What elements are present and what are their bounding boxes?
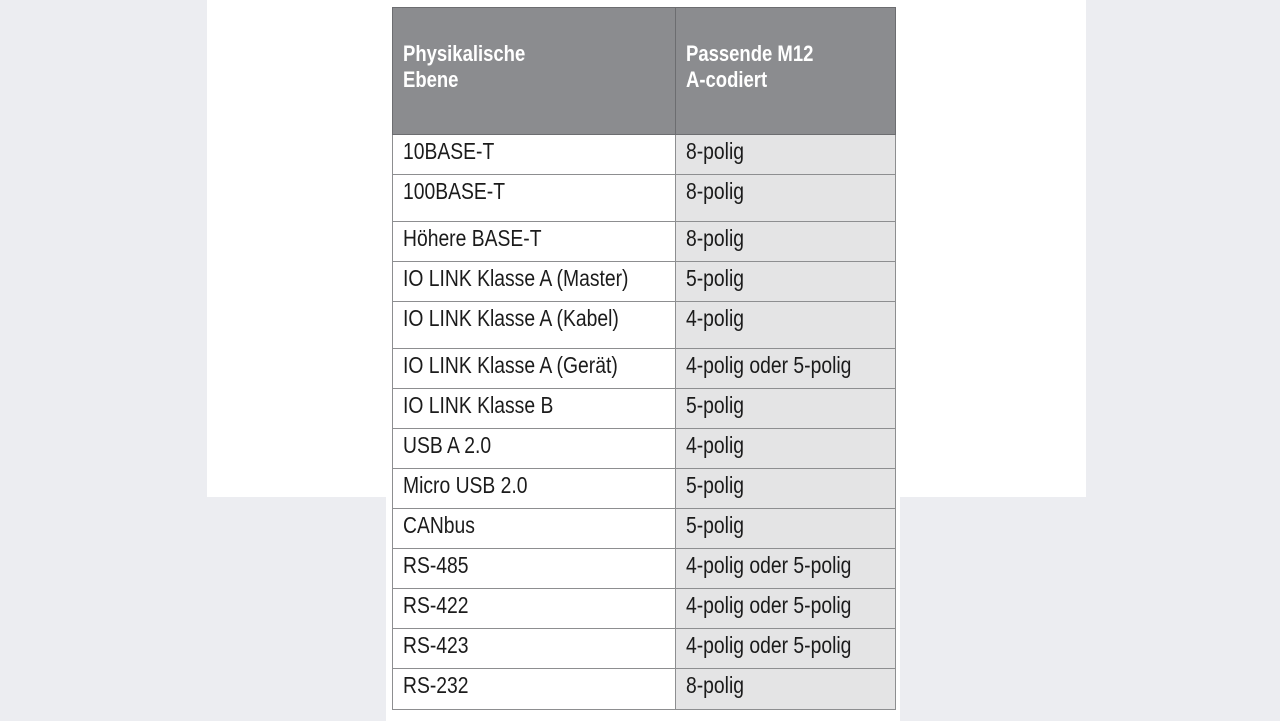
table-row	[393, 589, 896, 629]
cell-connector: 8-polig	[676, 135, 896, 175]
cell-interface: 100BASE-T	[393, 175, 676, 222]
header-physical-layer: Physikalische Ebene	[393, 8, 676, 135]
cell-connector: 4-polig	[676, 302, 896, 349]
cell-interface: CANbus	[393, 509, 676, 549]
table-row	[393, 222, 896, 262]
table-row	[393, 175, 896, 222]
table-row	[393, 135, 896, 175]
table-row	[393, 262, 896, 302]
table-row	[393, 629, 896, 669]
cell-interface: IO LINK Klasse B	[393, 389, 676, 429]
cell-connector: 4-polig	[676, 429, 896, 469]
cell-connector: 4-polig oder 5-polig	[676, 629, 896, 669]
cell-interface: USB A 2.0	[393, 429, 676, 469]
cell-interface: IO LINK Klasse A (Kabel)	[393, 302, 676, 349]
cell-connector: 8-polig	[676, 175, 896, 222]
cell-connector: 4-polig oder 5-polig	[676, 549, 896, 589]
table-row	[393, 389, 896, 429]
cell-interface: RS-485	[393, 549, 676, 589]
table-row	[393, 302, 896, 349]
cell-connector: 4-polig oder 5-polig	[676, 349, 896, 389]
table-row	[393, 549, 896, 589]
cell-interface: Höhere BASE-T	[393, 222, 676, 262]
cell-interface: IO LINK Klasse A (Gerät)	[393, 349, 676, 389]
cell-connector: 8-polig	[676, 222, 896, 262]
table-row	[393, 349, 896, 389]
cell-interface: 10BASE-T	[393, 135, 676, 175]
cell-interface: RS-422	[393, 589, 676, 629]
cell-interface: Micro USB 2.0	[393, 469, 676, 509]
table-row	[393, 429, 896, 469]
cell-connector: 5-polig	[676, 469, 896, 509]
table-row	[393, 669, 896, 710]
cell-interface: RS-232	[393, 669, 676, 710]
cell-connector: 5-polig	[676, 262, 896, 302]
table-row	[393, 509, 896, 549]
cell-connector: 5-polig	[676, 509, 896, 549]
table-row	[393, 469, 896, 509]
header-m12-a-coded: Passende M12 A-codiert	[676, 8, 896, 135]
table-header-row	[393, 8, 896, 135]
cell-interface: RS-423	[393, 629, 676, 669]
connector-table	[392, 7, 896, 710]
cell-connector: 4-polig oder 5-polig	[676, 589, 896, 629]
cell-connector: 8-polig	[676, 669, 896, 710]
cell-interface: IO LINK Klasse A (Master)	[393, 262, 676, 302]
cell-connector: 5-polig	[676, 389, 896, 429]
